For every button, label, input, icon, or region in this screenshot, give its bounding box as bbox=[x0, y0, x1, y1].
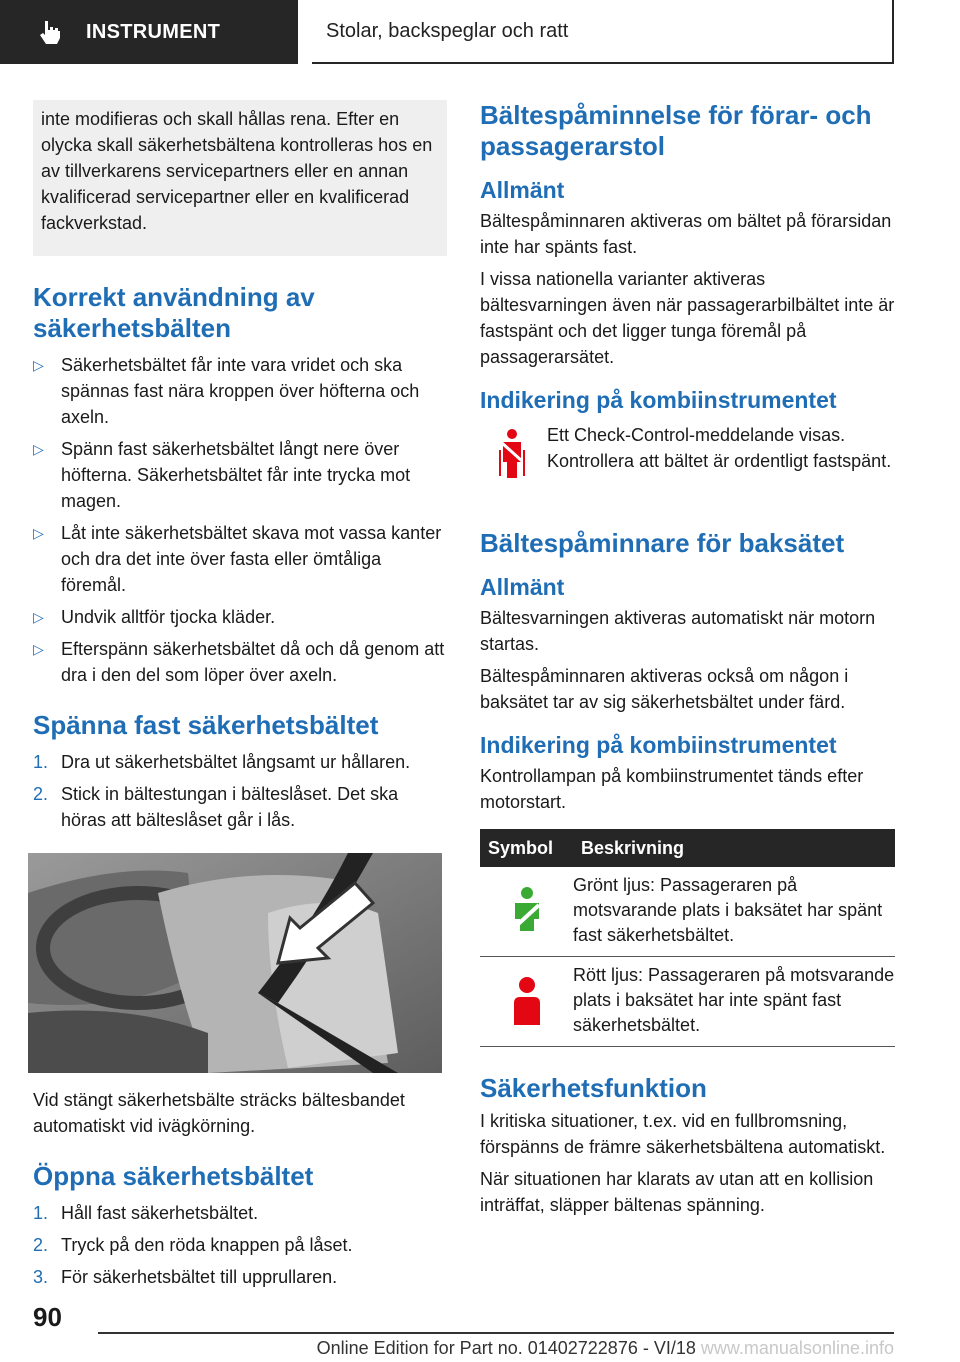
front-reminder-heading: Bältespåminnelse för förar- och passagerarstol bbox=[480, 100, 872, 161]
left-column bbox=[33, 100, 447, 1290]
safety-function-heading: Säkerhetsfunktion bbox=[480, 1073, 707, 1103]
rear-indicator-text: Kontrollampan på kombiinstrumentet tänds efter motorstart. bbox=[480, 766, 864, 812]
list-item: 2. Stick in bältestungan i bälteslåset. Det ska höras att bälteslåset går i lås. bbox=[33, 784, 399, 830]
safety-paragraph-1: I kritiska situationer, t.ex. vid en fullbromsning, förspänns de främre säkerhetsbältena automatiskt. bbox=[480, 1111, 886, 1157]
correct-use-heading: Korrekt användning av säkerhetsbälten bbox=[33, 282, 315, 343]
triangle-bullet-icon: ▷ bbox=[33, 441, 44, 457]
list-item: ▷ Låt inte säkerhetsbältet skava mot vassa kanter och dra det inte över fasta eller ömtåliga föremål. bbox=[33, 520, 447, 598]
section-title-bar bbox=[312, 0, 894, 64]
column-header-symbol: Symbol bbox=[480, 829, 573, 867]
open-heading: Öppna säkerhetsbältet bbox=[33, 1161, 314, 1191]
footer-divider bbox=[98, 1332, 894, 1334]
open-steps bbox=[33, 1200, 447, 1290]
page-number: 90 bbox=[33, 1302, 62, 1332]
list-item: ▷ Undvik alltför tjocka kläder. bbox=[33, 604, 447, 630]
table-cell-description: Grönt ljus: Passageraren på motsvarande plats i baksätet har spänt fast säkerhetsbältet. bbox=[573, 867, 895, 957]
footer-edition bbox=[0, 1338, 894, 1359]
table-cell-description: Rött ljus: Passageraren på motsvarande plats i baksätet har inte spänt fast säkerhetsbältet. bbox=[573, 957, 895, 1047]
fasten-steps bbox=[33, 749, 447, 833]
seatbelt-illustration bbox=[28, 853, 442, 1073]
edition-text: Online Edition for Part no. 01402722876 - VI/18 bbox=[316, 1338, 696, 1358]
warning-note-box bbox=[33, 100, 447, 256]
correct-use-list bbox=[33, 352, 447, 688]
front-indicator-heading: Indikering på kombiinstrumentet bbox=[480, 387, 837, 413]
warning-note-text: inte modifieras och skall hållas rena. Efter en olycka skall säkerhetsbältena kontrolleras hos en av tillverkarens servicepartners eller en annan kvalificerad servicepartner eller en kvalificerad fackverkstad. bbox=[41, 109, 433, 233]
list-item: ▷ Säkerhetsbältet får inte vara vridet och ska spännas fast nära kroppen över höfterna och axeln. bbox=[33, 352, 447, 430]
front-general-heading: Allmänt bbox=[480, 177, 565, 203]
front-paragraph-1: Bältespåminnaren aktiveras om bältet på förarsidan inte har spänts fast. bbox=[480, 211, 892, 257]
table-cell-symbol bbox=[480, 867, 573, 957]
list-item: ▷ Spänn fast säkerhetsbältet långt nere över höfterna. Säkerhetsbältet får inte trycka mot magen. bbox=[33, 436, 447, 514]
list-item: 3. För säkerhetsbältet till upprullaren. bbox=[33, 1267, 338, 1287]
list-item: 1. Håll fast säkerhetsbältet. bbox=[33, 1203, 259, 1223]
chapter-tab-label: INSTRUMENT bbox=[86, 20, 221, 43]
green-belted-person-icon bbox=[510, 887, 544, 931]
list-item: ▷ Efterspänn säkerhetsbältet då och då genom att dra i den del som löper över axeln. bbox=[33, 636, 447, 688]
triangle-bullet-icon: ▷ bbox=[33, 641, 44, 657]
rear-paragraph-1: Bältesvarningen aktiveras automatiskt när motorn startas. bbox=[480, 608, 876, 654]
section-title: Stolar, backspeglar och ratt bbox=[326, 19, 569, 42]
red-person-icon bbox=[510, 977, 544, 1025]
table-cell-symbol bbox=[480, 957, 573, 1047]
front-indicator-block bbox=[480, 422, 895, 502]
rear-indicator-heading: Indikering på kombiinstrumentet bbox=[480, 732, 837, 758]
table-row bbox=[480, 957, 895, 1047]
photo-caption: Vid stängt säkerhetsbälte sträcks bältesbandet automatiskt vid ivägkörning. bbox=[33, 1090, 405, 1136]
seatbelt-warning-icon bbox=[494, 428, 530, 480]
triangle-bullet-icon: ▷ bbox=[33, 525, 44, 541]
rear-reminder-heading: Bältespåminnare för baksätet bbox=[480, 528, 845, 558]
indicator-table bbox=[480, 829, 895, 1047]
triangle-bullet-icon: ▷ bbox=[33, 609, 44, 625]
pointing-hand-icon bbox=[36, 18, 64, 46]
table-header-row bbox=[480, 829, 895, 867]
triangle-bullet-icon: ▷ bbox=[33, 357, 44, 373]
fasten-heading: Spänna fast säkerhetsbältet bbox=[33, 710, 379, 740]
front-indicator-text: Ett Check-Control-meddelande visas. Kontrollera att bältet är ordentligt fastspänt. bbox=[547, 425, 892, 471]
chapter-tab[interactable] bbox=[0, 0, 298, 64]
front-paragraph-2: I vissa nationella varianter aktiveras bältesvarningen även när passagerarbilbältet inte är fastspänt och det ligger tunga föremål på passagerarsätet. bbox=[480, 269, 895, 367]
safety-paragraph-2: När situationen har klarats av utan att en kollision inträffat, släpper bältenas spänning. bbox=[480, 1169, 874, 1215]
rear-paragraph-2: Bältespåminnaren aktiveras också om någon i baksätet tar av sig säkerhetsbältet under färd. bbox=[480, 666, 849, 712]
right-column bbox=[480, 100, 895, 1218]
rear-general-heading: Allmänt bbox=[480, 574, 565, 600]
column-header-description: Beskrivning bbox=[573, 829, 895, 867]
table-row bbox=[480, 867, 895, 957]
watermark-text: www.manualsonline.info bbox=[700, 1338, 894, 1358]
list-item: 2. Tryck på den röda knappen på låset. bbox=[33, 1235, 353, 1255]
seatbelt-photo bbox=[28, 853, 442, 1073]
list-item: 1. Dra ut säkerhetsbältet långsamt ur hållaren. bbox=[33, 752, 411, 772]
